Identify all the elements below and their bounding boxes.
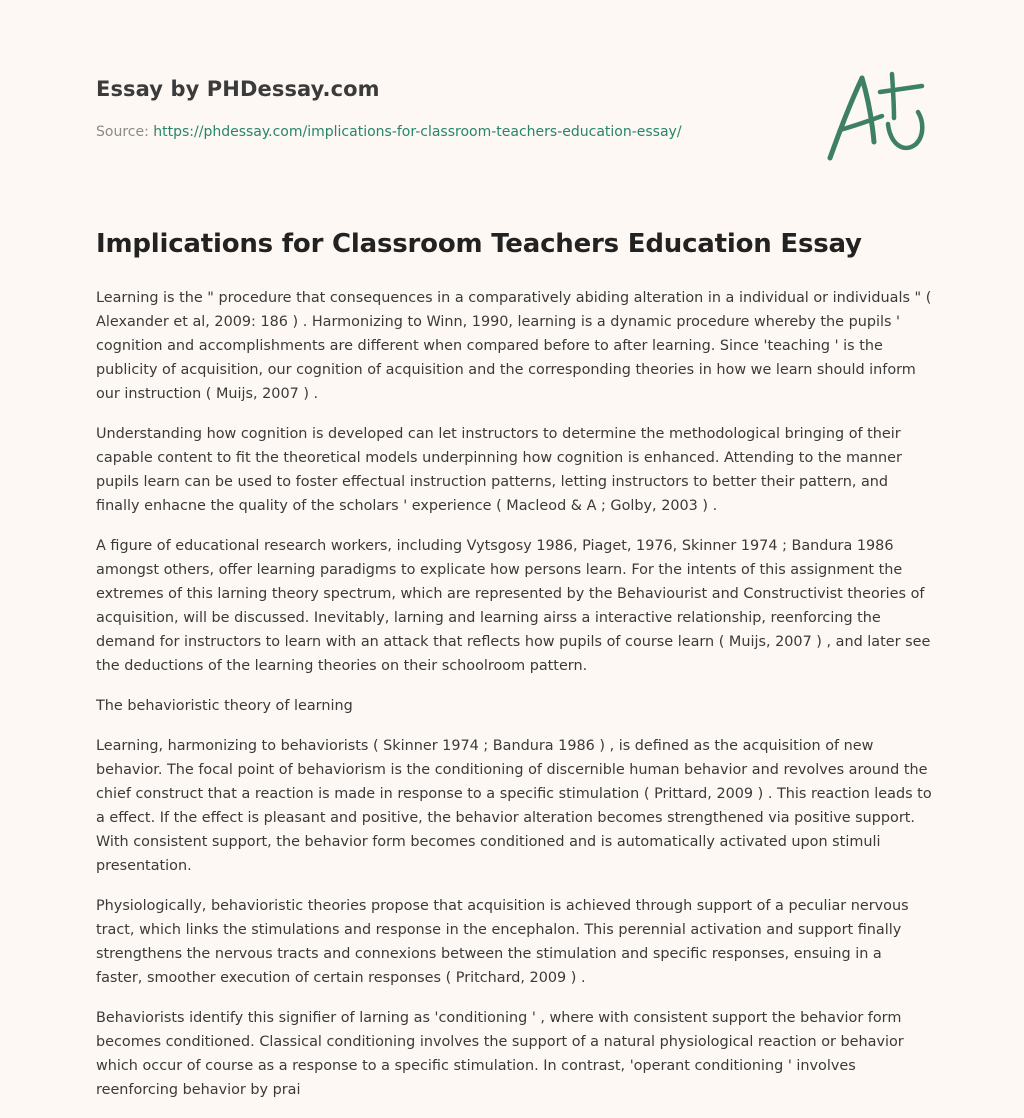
- paragraph: Behaviorists identify this signifier of larning as 'conditioning ' , where with consistent support the behavior form becomes conditioned. Classical conditioning involves the support of a natural physiological reaction or behavior which occur of course as a response to a specific stimulation. In contrast, 'operant conditioning ' involves reenforcing behavior by prai: [96, 1010, 904, 1098]
- source-link[interactable]: https://phdessay.com/implications-for-classroom-teachers-education-essay/: [153, 124, 682, 140]
- a-plus-icon: [822, 64, 934, 168]
- section-heading: The behavioristic theory of learning: [96, 698, 353, 714]
- paragraph: Learning, harmonizing to behaviorists ( Skinner 1974 ; Bandura 1986 ) , is defined as the acquisition of new behavior. The focal point of behaviorism is the conditioning of discernible human behavior and revolves around the chief construct that a reaction is made in response to a specific stimulation ( Prittard, 2009 ) . This reaction leads to a effect. If the effect is pleasant and positive, the behavior alteration becomes strengthened via positive support. With consistent support, the behavior form becomes conditioned and is automatically activated upon stimuli presentation.: [96, 738, 932, 874]
- essay-title: Implications for Classroom Teachers Education Essay: [96, 229, 862, 259]
- source-label: Source:: [96, 124, 149, 140]
- paragraph: A figure of educational research workers, including Vytsgosy 1986, Piaget, 1976, Skinner 1974 ; Bandura 1986 amongst others, offer learning paradigms to explicate how persons learn. For the intents of this assignment the extremes of this larning theory spectrum, which are represented by the Behaviourist and Constructivist theories of acquisition, will be discussed. Inevitably, larning and learning airss a interactive relationship, reenforcing the demand for instructors to learn with an attack that reflects how pupils of course learn ( Muijs, 2007 ) , and later see the deductions of the learning theories on their schoolroom pattern.: [96, 538, 931, 674]
- paragraph: Physiologically, behavioristic theories propose that acquisition is achieved through support of a peculiar nervous tract, which links the stimulations and response in the encephalon. This perennial activation and support finally strengthens the nervous tracts and connexions between the stimulation and specific responses, ensuing in a faster, smoother execution of certain responses ( Pritchard, 2009 ) .: [96, 898, 909, 986]
- site-title: Essay by PHDessay.com: [96, 77, 380, 101]
- paragraph: Understanding how cognition is developed can let instructors to determine the methodological bringing of their capable content to fit the theoretical models underpinning how cognition is enhanced. Attending to the manner pupils learn can be used to foster effectual instruction patterns, letting instructors to better their pattern, and finally enhacne the quality of the scholars ' experience ( Macleod & A ; Golby, 2003 ) .: [96, 426, 902, 514]
- paragraph: Learning is the " procedure that consequences in a comparatively abiding alteration in a individual or individuals " ( Alexander et al, 2009: 186 ) . Harmonizing to Winn, 1990, learning is a dynamic procedure whereby the pupils ' cognition and accomplishments are different when compared before to after learning. Since 'teaching ' is the publicity of acquisition, our cognition of acquisition and the corresponding theories in how we learn should inform our instruction ( Muijs, 2007 ) .: [96, 290, 932, 402]
- essay-header: [96, 74, 796, 142]
- source-line: [96, 122, 796, 142]
- essay-body: [96, 224, 932, 1118]
